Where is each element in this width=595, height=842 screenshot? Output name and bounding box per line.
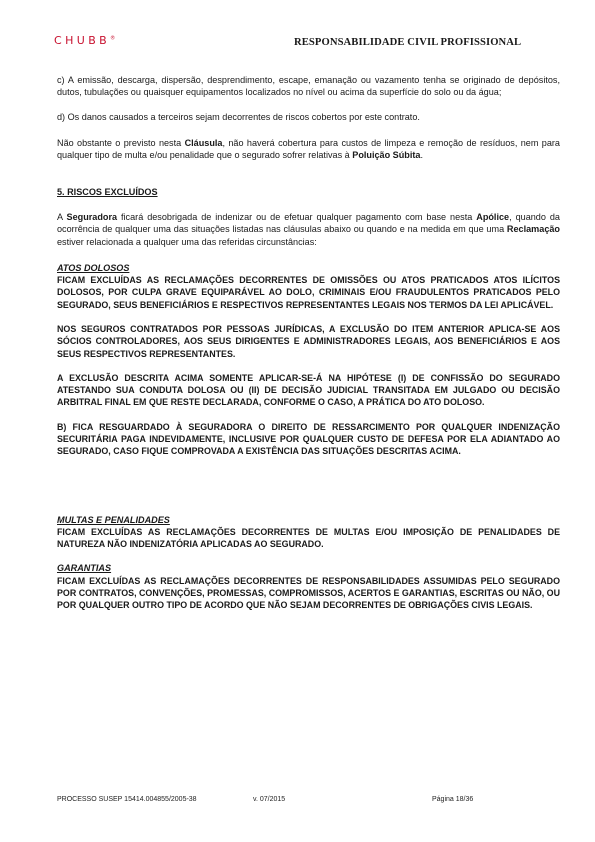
- paragraph-atos-2: NOS SEGUROS CONTRATADOS POR PESSOAS JURÍDICAS, A EXCLUSÃO DO ITEM ANTERIOR APLICA-SE AOS SÓCIOS CONTROLADORES, AOS SEUS DIRIGENTES E ADMINISTRADORES LEGAIS, AOS BENEFICIÁRIOS E AOS SEUS RESPECTIVOS REPRESENTANTES.: [57, 323, 560, 359]
- footer-pagina: Página 18/36: [432, 796, 474, 803]
- footer-versao: v. 07/2015: [253, 796, 286, 803]
- subheading-atos-dolosos: ATOS DOLOSOS: [57, 262, 130, 273]
- paragraph-garantias: FICAM EXCLUÍDAS AS RECLAMAÇÕES DECORRENTES DE RESPONSABILIDADES ASSUMIDAS PELO SEGURADO POR CONTRATOS, CONVENÇÕES, PROMESSAS, COMPROMISSOS, ACERTOS E GARANTIAS, ESCRITAS OU NÃO, OU POR QUALQUER OUTRO TIPO DE ACORDO QUE NÃO SEJAM DECORRENTES DE OBRIGAÇÕES CIVIS LEGAIS.: [57, 575, 560, 611]
- paragraph-atos-3: A EXCLUSÃO DESCRITA ACIMA SOMENTE APLICAR-SE-Á NA HIPÓTESE (I) DE CONFISSÃO DO SEGURADO ATESTANDO SUA CONDUTA DOLOSA OU (II) DE DECISÃO JUDICIAL TRANSITADA EM JULGADO OU DECISÃO ARBITRAL FINAL EM QUE RESTE DECLARADA, CONFORME O CASO, A PRÁTICA DO ATO DOLOSO.: [57, 372, 560, 408]
- subheading-multas: MULTAS E PENALIDADES: [57, 514, 170, 525]
- paragraph-item-d: d) Os danos causados a terceiros sejam decorrentes de riscos cobertos por este contrato.: [57, 112, 420, 123]
- paragraph-atos-1: FICAM EXCLUÍDAS AS RECLAMAÇÕES DECORRENTES DE OMISSÕES OU ATOS PRATICADOS ATOS ILÍCITOS DOLOSOS, POR CULPA GRAVE EQUIPARÁVEL AO DOLO, CRIMINAIS E/OU FRAUDULENTOS PRATICADOS PELO SEGURADO, SEUS BENEFICIÁRIOS E RESPECTIVOS REPRESENTANTES LEGAIS NOS TERMOS DA LEI APLICÁVEL.: [57, 275, 560, 310]
- document-body: [57, 74, 560, 611]
- subheading-garantias: GARANTIAS: [57, 563, 112, 574]
- paragraph-intro: A Seguradora ficará desobrigada de indenizar ou de efetuar qualquer pagamento com base nesta Apólice, quando da ocorrência de qualquer uma das situações listadas nas cláusulas abaixo ou quando e na medida em que uma Reclamação estiver relacionada a qualquer uma das referidas circunstâncias:: [57, 212, 560, 247]
- footer-processo: PROCESSO SUSEP 15414.004855/2005-38: [57, 796, 197, 803]
- paragraph-item-c: c) A emissão, descarga, dispersão, desprendimento, escape, emanação ou vazamento tenha se originado de depósitos, dutos, tubulações ou quaisquer equipamentos localizados no nível ou acima da superfície do solo ou da água;: [57, 75, 560, 98]
- chubb-logo: CHUBB®: [54, 34, 116, 47]
- section-heading: 5. RISCOS EXCLUÍDOS: [57, 187, 158, 198]
- paragraph-nao-obstante: Não obstante o previsto nesta Cláusula, não haverá cobertura para custos de limpeza e remoção de resíduos, nem para qualquer tipo de multa e/ou penalidade que o segurado sofrer relativas à Poluição Súbita.: [57, 137, 560, 160]
- paragraph-atos-4: B) FICA RESGUARDADO À SEGURADORA O DIREITO DE RESSARCIMENTO POR QUALQUER INDENIZAÇÃO SECURITÁRIA PAGA INDEVIDAMENTE, INCLUSIVE POR QUALQUER CUSTO DE DEFESA POR ELA ADIANTADO AO SEGURADO, CASO FIQUE COMPROVADA A EXISTÊNCIA DAS SITUAÇÕES DESCRITAS ACIMA.: [57, 421, 560, 457]
- paragraph-multas: FICAM EXCLUÍDAS AS RECLAMAÇÕES DECORRENTES DE MULTAS E/OU IMPOSIÇÃO DE PENALIDADES DE NATUREZA NÃO INDENIZATÓRIA APLICADAS AO SEGURADO.: [57, 526, 560, 550]
- page-title: RESPONSABILIDADE CIVIL PROFISSIONAL: [294, 37, 522, 48]
